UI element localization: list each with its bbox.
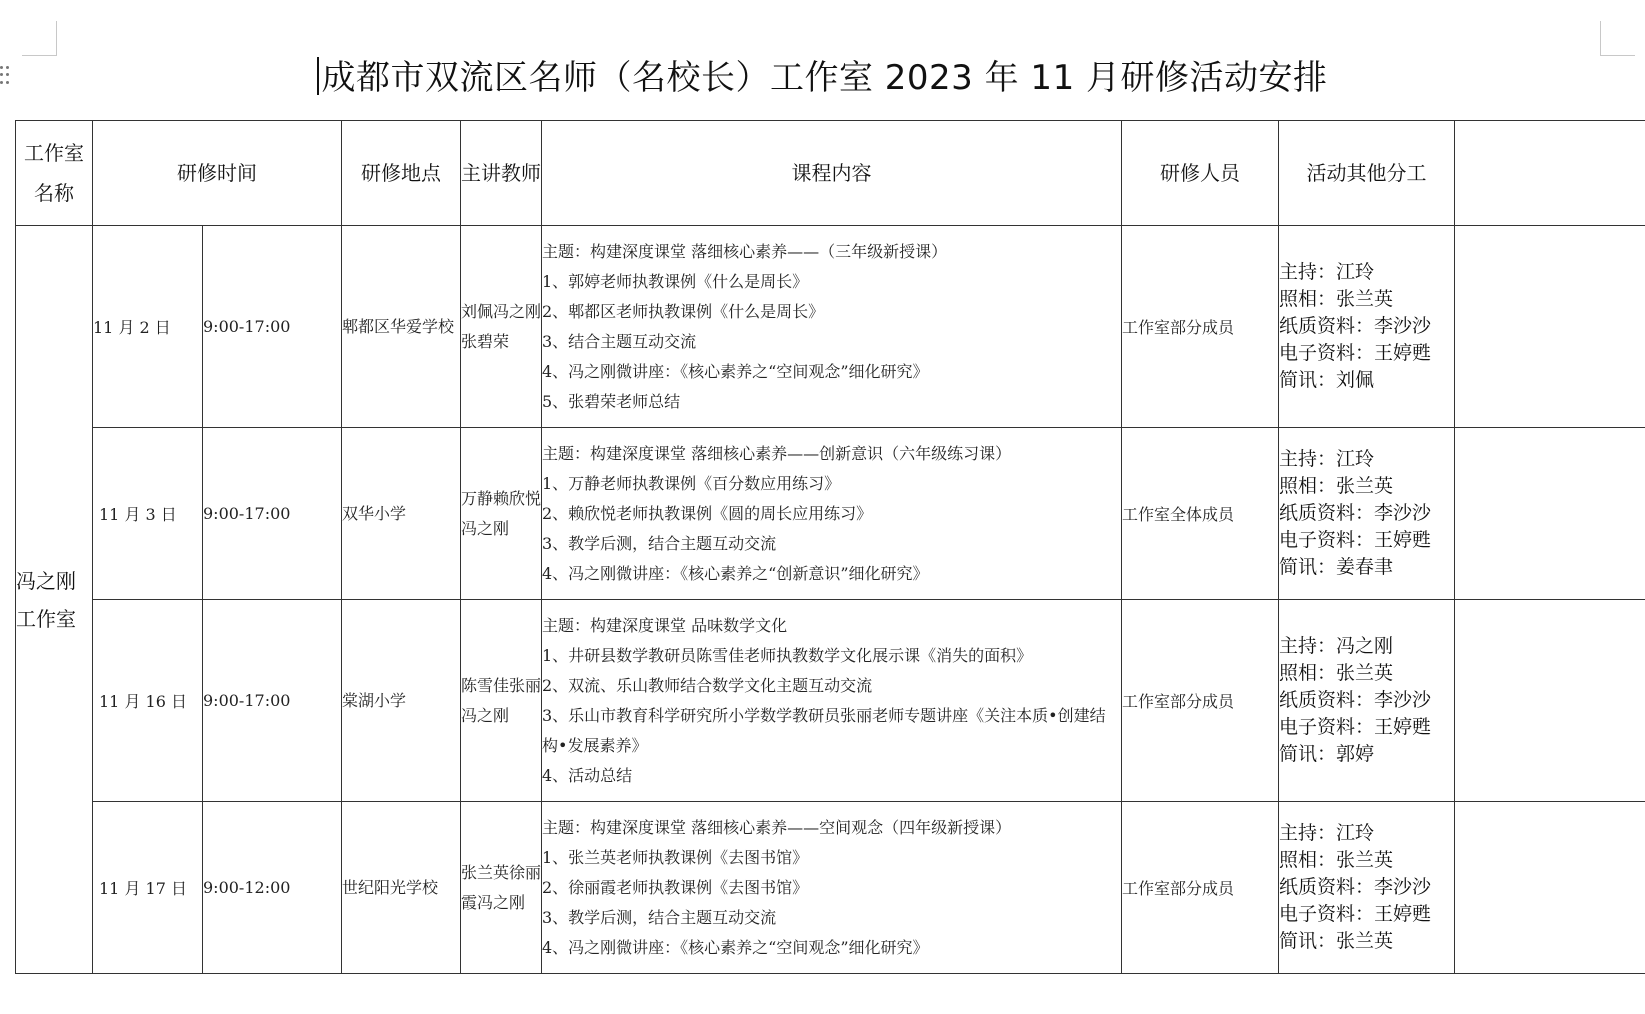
location-cell[interactable]: 棠湖小学 — [342, 600, 461, 802]
content-line: 2、郫都区老师执教课例《什么是周长》 — [542, 301, 825, 321]
duty-line: 主持：江玲 — [1279, 261, 1375, 283]
content-cell[interactable] — [542, 226, 1122, 428]
duty-line: 纸质资料：李沙沙 — [1279, 502, 1432, 524]
table-body — [16, 121, 1645, 974]
duty-line: 照相：张兰英 — [1279, 288, 1394, 310]
date-cell[interactable]: 11 月 16 日 — [93, 600, 203, 802]
date-cell[interactable]: 11 月 2 日 — [93, 226, 203, 428]
time-cell[interactable]: 9:00-12:00 — [203, 802, 342, 974]
table-row — [16, 600, 1645, 802]
duty-line: 纸质资料：李沙沙 — [1279, 876, 1432, 898]
schedule-table — [15, 120, 1645, 974]
duty-line: 主持：江玲 — [1279, 822, 1375, 844]
content-line: 2、赖欣悦老师执教课例《圆的周长应用练习》 — [542, 503, 873, 523]
header-teacher: 主讲教师 — [461, 121, 542, 226]
duty-line: 电子资料：王婷甦 — [1279, 342, 1432, 364]
duty-line: 主持：冯之刚 — [1279, 635, 1394, 657]
content-line: 主题：构建深度课堂 落细核心素养——创新意识（六年级练习课） — [542, 443, 1012, 463]
header-extra — [1455, 121, 1645, 226]
duty-line: 简讯：张兰英 — [1279, 930, 1394, 952]
document-title-text: 成都市双流区名师（名校长）工作室 2023 年 11 月研修活动安排 — [321, 58, 1328, 98]
location-cell[interactable]: 世纪阳光学校 — [342, 802, 461, 974]
content-line: 1、郭婷老师执教课例《什么是周长》 — [542, 271, 809, 291]
location-cell[interactable]: 郫都区华爱学校 — [342, 226, 461, 428]
content-cell[interactable] — [542, 600, 1122, 802]
staff-cell[interactable]: 工作室部分成员 — [1122, 226, 1279, 428]
table-row — [16, 428, 1645, 600]
header-time: 研修时间 — [93, 121, 342, 226]
time-cell[interactable]: 9:00-17:00 — [203, 600, 342, 802]
content-line: 1、井研县数学教研员陈雪佳老师执教数学文化展示课《消失的面积》 — [542, 645, 1033, 665]
extra-cell[interactable] — [1455, 600, 1645, 802]
duty-line: 简讯：刘佩 — [1279, 369, 1375, 391]
extra-cell[interactable] — [1455, 802, 1645, 974]
header-duties: 活动其他分工 — [1279, 121, 1455, 226]
content-line: 2、徐丽霞老师执教课例《去图书馆》 — [542, 877, 809, 897]
staff-cell[interactable]: 工作室部分成员 — [1122, 802, 1279, 974]
duty-line: 电子资料：王婷甦 — [1279, 903, 1432, 925]
header-staff: 研修人员 — [1122, 121, 1279, 226]
content-line: 4、活动总结 — [542, 765, 633, 785]
time-cell[interactable]: 9:00-17:00 — [203, 428, 342, 600]
content-line: 主题：构建深度课堂 落细核心素养——（三年级新授课） — [542, 241, 948, 261]
text-cursor — [317, 57, 319, 95]
content-line: 4、冯之刚微讲座：《核心素养之“空间观念”细化研究》 — [542, 937, 929, 957]
duty-line: 简讯：郭婷 — [1279, 743, 1375, 765]
teacher-cell[interactable]: 张兰英徐丽霞冯之刚 — [461, 802, 542, 974]
extra-cell[interactable] — [1455, 428, 1645, 600]
content-line: 主题：构建深度课堂 落细核心素养——空间观念（四年级新授课） — [542, 817, 1012, 837]
duty-line: 电子资料：王婷甦 — [1279, 529, 1432, 551]
duties-cell[interactable] — [1279, 600, 1455, 802]
location-cell[interactable]: 双华小学 — [342, 428, 461, 600]
content-line: 3、结合主题互动交流 — [542, 331, 697, 351]
duty-line: 纸质资料：李沙沙 — [1279, 315, 1432, 337]
content-line: 3、乐山市教育科学研究所小学数学教研员张丽老师专题讲座《关注本质•创建结构•发展素养》 — [542, 705, 1106, 755]
staff-cell[interactable]: 工作室部分成员 — [1122, 600, 1279, 802]
content-line: 3、教学后测，结合主题互动交流 — [542, 533, 777, 553]
content-line: 2、双流、乐山教师结合数学文化主题互动交流 — [542, 675, 873, 695]
header-location: 研修地点 — [342, 121, 461, 226]
table-row — [16, 226, 1645, 428]
document-title[interactable] — [0, 50, 1645, 99]
content-line: 5、张碧荣老师总结 — [542, 391, 681, 411]
staff-cell[interactable]: 工作室全体成员 — [1122, 428, 1279, 600]
time-cell[interactable]: 9:00-17:00 — [203, 226, 342, 428]
content-cell[interactable] — [542, 428, 1122, 600]
duty-line: 照相：张兰英 — [1279, 475, 1394, 497]
duty-line: 纸质资料：李沙沙 — [1279, 689, 1432, 711]
duties-cell[interactable] — [1279, 802, 1455, 974]
header-content: 课程内容 — [542, 121, 1122, 226]
duty-line: 主持：江玲 — [1279, 448, 1375, 470]
content-cell[interactable] — [542, 802, 1122, 974]
content-line: 1、万静老师执教课例《百分数应用练习》 — [542, 473, 841, 493]
content-line: 4、冯之刚微讲座：《核心素养之“创新意识”细化研究》 — [542, 563, 929, 583]
studio-name-cell[interactable]: 冯之刚工作室 — [16, 226, 93, 974]
content-line: 1、张兰英老师执教课例《去图书馆》 — [542, 847, 809, 867]
duties-cell[interactable] — [1279, 428, 1455, 600]
table-row — [16, 802, 1645, 974]
extra-cell[interactable] — [1455, 226, 1645, 428]
content-line: 3、教学后测，结合主题互动交流 — [542, 907, 777, 927]
header-studio: 工作室名称 — [16, 121, 93, 226]
duties-cell[interactable] — [1279, 226, 1455, 428]
duty-line: 照相：张兰英 — [1279, 662, 1394, 684]
duty-line: 电子资料：王婷甦 — [1279, 716, 1432, 738]
teacher-cell[interactable]: 万静赖欣悦冯之刚 — [461, 428, 542, 600]
duty-line: 简讯：姜春聿 — [1279, 556, 1394, 578]
content-line: 主题：构建深度课堂 品味数学文化 — [542, 615, 788, 635]
teacher-cell[interactable]: 刘佩冯之刚张碧荣 — [461, 226, 542, 428]
date-cell[interactable]: 11 月 17 日 — [93, 802, 203, 974]
date-cell[interactable]: 11 月 3 日 — [93, 428, 203, 600]
duty-line: 照相：张兰英 — [1279, 849, 1394, 871]
header-row — [16, 121, 1645, 226]
content-line: 4、冯之刚微讲座：《核心素养之“空间观念”细化研究》 — [542, 361, 929, 381]
teacher-cell[interactable]: 陈雪佳张丽冯之刚 — [461, 600, 542, 802]
